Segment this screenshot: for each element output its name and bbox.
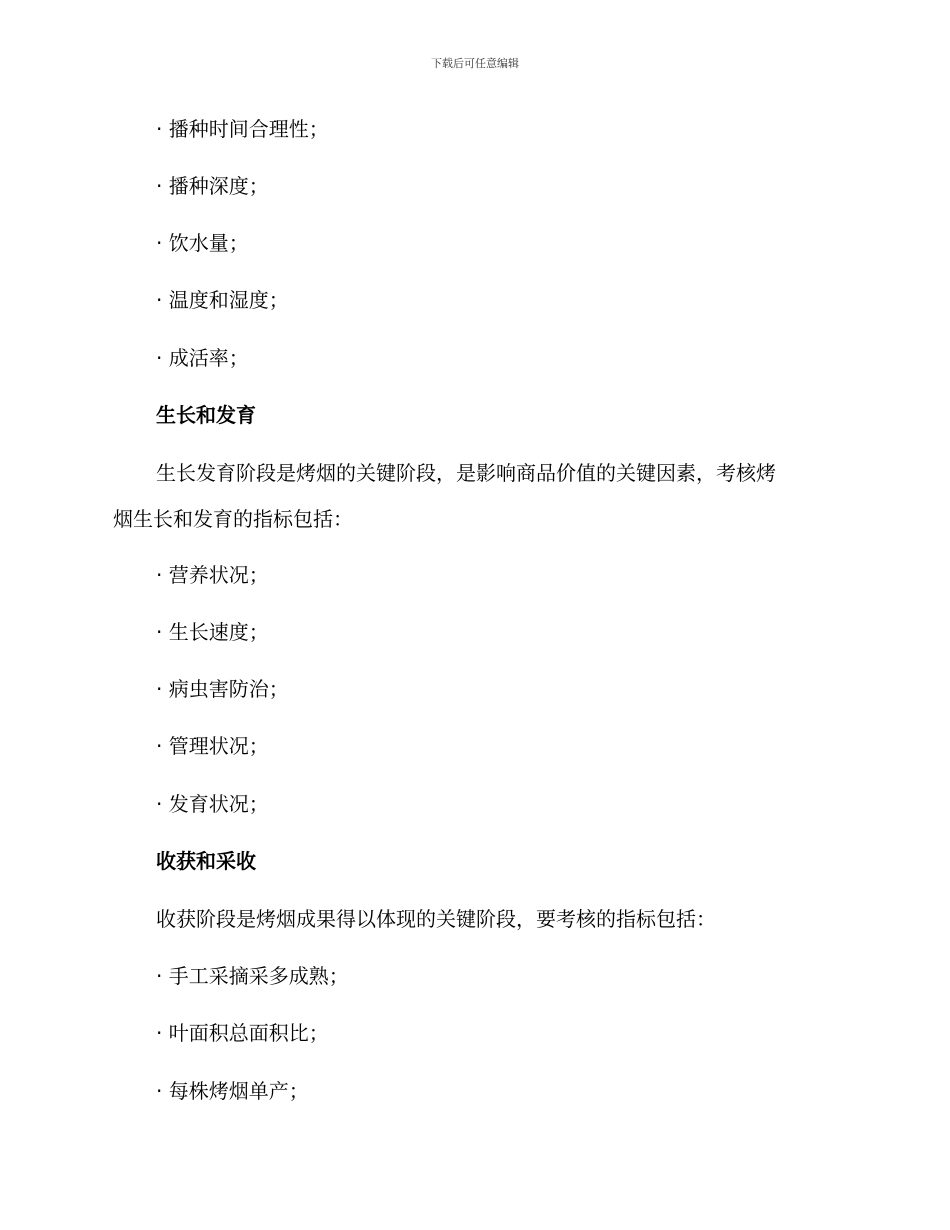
list-item: · 每株烤烟单产； (156, 1079, 309, 1103)
list-item: · 手工采摘采多成熟； (156, 964, 349, 988)
list-item: · 叶面积总面积比； (156, 1021, 329, 1045)
list-item: · 播种深度； (156, 174, 269, 198)
list-item: · 发育状况； (156, 792, 269, 816)
paragraph-growth-line1: 生长发育阶段是烤烟的关键阶段，是影响商品价值的关键因素，考核烤 (156, 461, 776, 485)
list-item: · 管理状况； (156, 734, 269, 758)
list-item: · 生长速度； (156, 620, 269, 644)
list-item: · 饮水量； (156, 231, 249, 255)
list-item: · 病虫害防治； (156, 677, 289, 701)
list-item: · 营养状况； (156, 563, 269, 587)
section-heading-harvest: 收获和采收 (156, 849, 256, 873)
section-heading-growth: 生长和发育 (156, 403, 256, 427)
list-item: · 播种时间合理性； (156, 117, 329, 141)
paragraph-growth-line2: 烟生长和发育的指标包括： (113, 507, 353, 531)
list-item: · 成活率； (156, 346, 249, 370)
page-header-note: 下载后可任意编辑 (431, 57, 519, 70)
paragraph-harvest: 收获阶段是烤烟成果得以体现的关键阶段，要考核的指标包括： (156, 907, 716, 931)
list-item: · 温度和湿度； (156, 288, 289, 312)
